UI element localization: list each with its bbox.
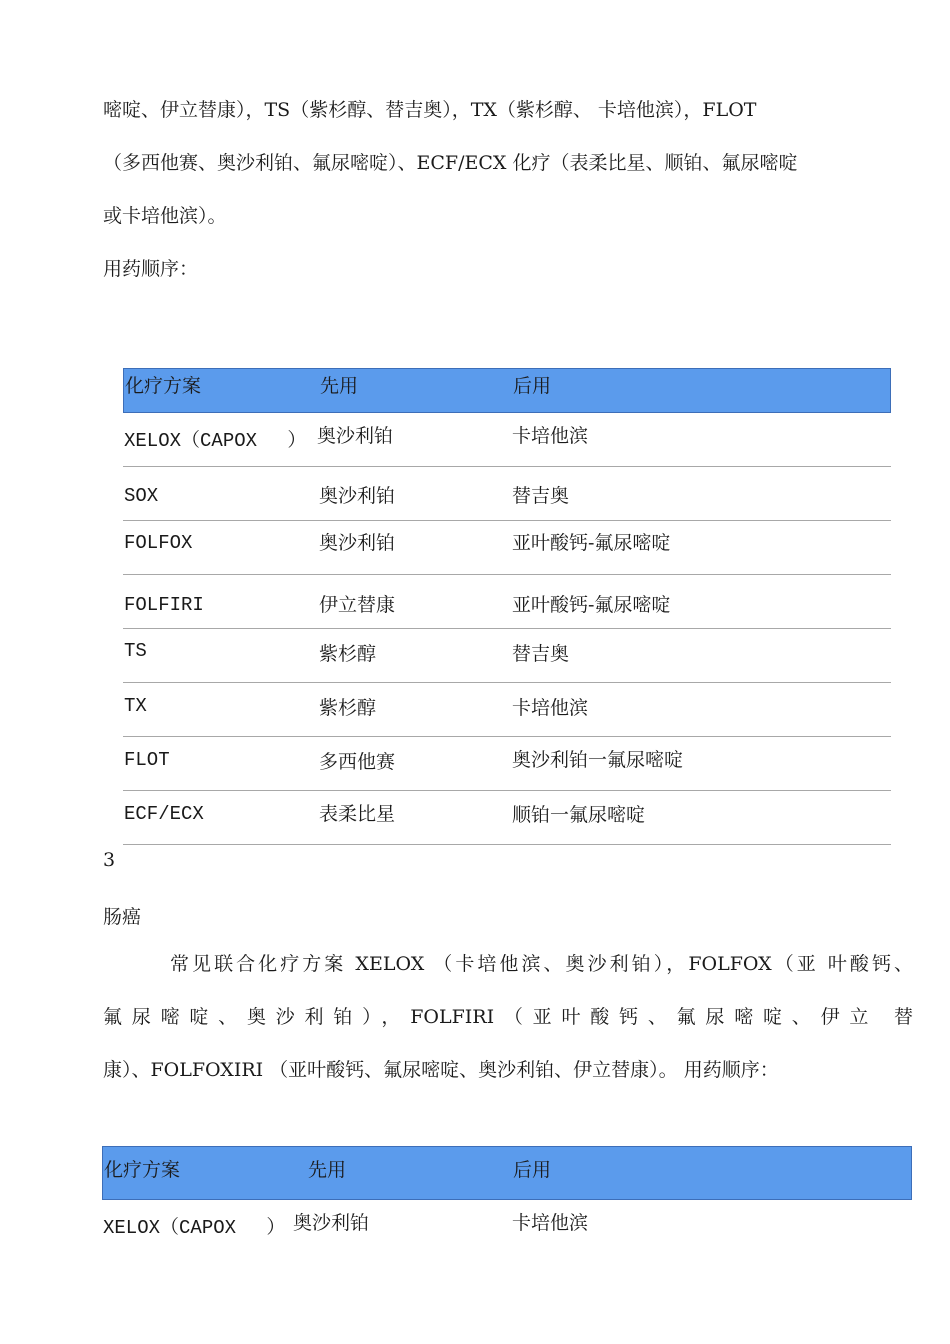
cell-regimen: TX bbox=[124, 695, 147, 717]
cell-then: 替吉奥 bbox=[512, 485, 570, 507]
table-row bbox=[123, 467, 891, 520]
header-regimen: 化疗方案 bbox=[125, 375, 202, 397]
cell-regimen: XELOX（CAPOX ） bbox=[103, 1217, 286, 1239]
cell-first: 奥沙利铂 bbox=[317, 425, 394, 447]
table-row bbox=[123, 521, 891, 574]
table-row bbox=[123, 629, 891, 682]
cell-regimen: FOLFIRI bbox=[124, 594, 204, 616]
cell-then: 亚叶酸钙-氟尿嘧啶 bbox=[512, 532, 671, 554]
cell-then: 替吉奥 bbox=[512, 643, 570, 665]
cell-first: 奥沙利铂 bbox=[293, 1212, 370, 1234]
cell-regimen: TS bbox=[124, 640, 147, 662]
cell-first: 多西他赛 bbox=[319, 751, 396, 773]
cell-then: 卡培他滨 bbox=[512, 1212, 589, 1234]
cell-first: 奥沙利铂 bbox=[319, 532, 396, 554]
section-para-line-1: 常见联合化疗方案 XELOX （卡培他滨、奥沙利铂），FOLFOX（亚 叶酸钙、 bbox=[170, 953, 913, 975]
cell-then: 卡培他滨 bbox=[512, 697, 589, 719]
cell-then: 卡培他滨 bbox=[512, 425, 589, 447]
table-row bbox=[123, 737, 891, 790]
table-row bbox=[123, 413, 891, 466]
intro-line-3: 或卡培他滨）。 bbox=[103, 205, 227, 227]
section-number: 3 bbox=[103, 849, 116, 871]
cell-then: 奥沙利铂一氟尿嘧啶 bbox=[512, 749, 684, 771]
cell-then: 顺铂一氟尿嘧啶 bbox=[512, 804, 646, 826]
header-first: 先用 bbox=[308, 1159, 347, 1181]
cell-regimen: FLOT bbox=[124, 749, 170, 771]
cell-first: 表柔比星 bbox=[319, 803, 396, 825]
cell-first: 紫杉醇 bbox=[319, 697, 377, 719]
cell-regimen: ECF/ECX bbox=[124, 803, 204, 825]
header-then: 后用 bbox=[513, 1159, 552, 1181]
table-row bbox=[102, 1200, 912, 1253]
header-then: 后用 bbox=[513, 375, 552, 397]
header-regimen: 化疗方案 bbox=[104, 1159, 181, 1181]
table-row bbox=[123, 683, 891, 736]
cell-regimen: SOX bbox=[124, 485, 159, 507]
header-first: 先用 bbox=[320, 375, 359, 397]
gastric-regimen-table bbox=[123, 368, 891, 848]
table-row bbox=[123, 575, 891, 628]
section-para-line-2: 氟尿嘧啶、奥沙利铂），FOLFIRI（亚叶酸钙、氟尿嘧啶、伊立 替 bbox=[103, 1006, 913, 1028]
intro-line-2: （多西他赛、奥沙利铂、氟尿嘧啶）、ECF/ECX 化疗（表柔比星、顺铂、氟尿嘧啶 bbox=[103, 152, 798, 174]
table-header bbox=[102, 1146, 912, 1200]
order-label: 用药顺序： bbox=[103, 258, 199, 280]
cell-first: 伊立替康 bbox=[319, 594, 396, 616]
colorectal-regimen-table bbox=[102, 1146, 912, 1256]
cell-regimen: FOLFOX bbox=[124, 532, 193, 554]
section-para-line-3: 康）、FOLFOXIRI （亚叶酸钙、氟尿嘧啶、奥沙利铂、伊立替康）。 用药顺序： bbox=[103, 1059, 779, 1081]
intro-line-1: 嘧啶、伊立替康），TS（紫杉醇、替吉奥），TX（紫杉醇、 卡培他滨），FLOT bbox=[103, 99, 757, 121]
table-header bbox=[123, 368, 891, 413]
cell-then: 亚叶酸钙-氟尿嘧啶 bbox=[512, 594, 671, 616]
cell-first: 奥沙利铂 bbox=[319, 485, 396, 507]
cell-first: 紫杉醇 bbox=[319, 643, 377, 665]
cell-regimen: XELOX（CAPOX ） bbox=[124, 430, 307, 452]
section-title: 肠癌 bbox=[103, 906, 142, 928]
